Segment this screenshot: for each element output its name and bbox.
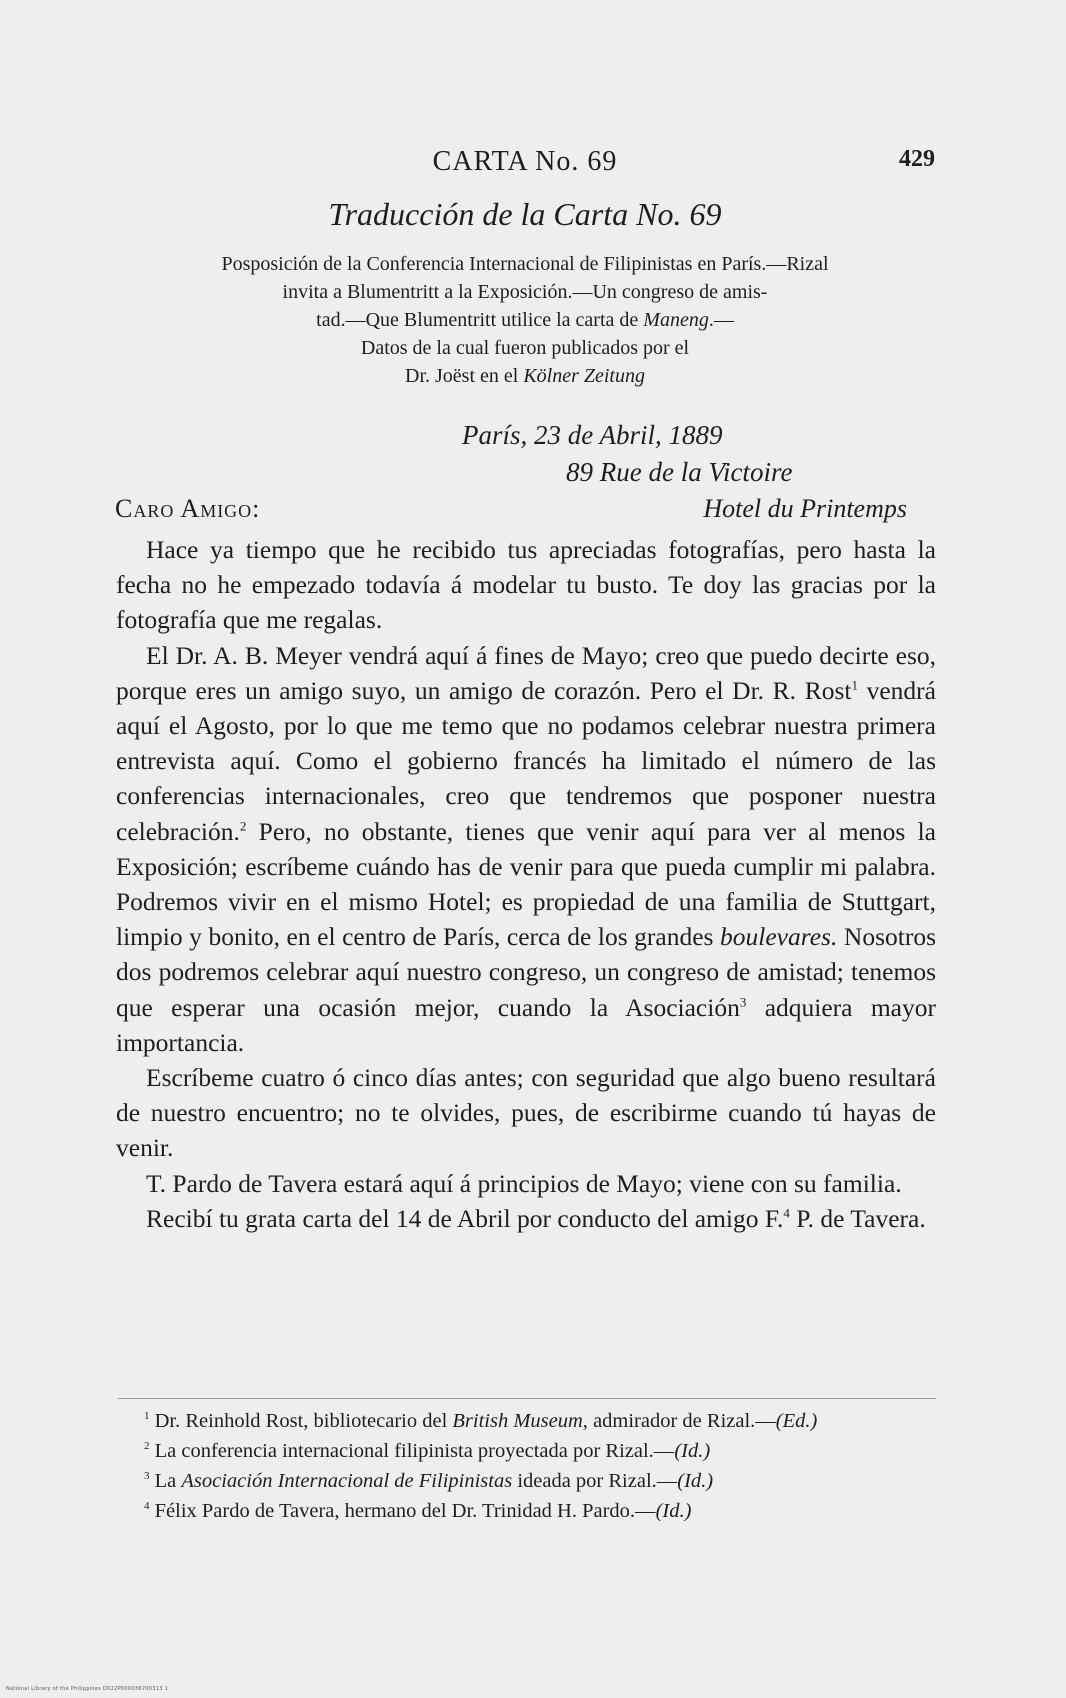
dateline-hotel: Hotel du Printemps <box>703 494 907 523</box>
footnotes <box>116 1406 936 1526</box>
translation-title: Traducción de la Carta No. 69 <box>328 196 722 232</box>
footnote: $^3$ La Asociación Internacional de Filipinistas ideada por Rizal.—(Id.) <box>144 1470 714 1492</box>
summary-line: tad.—Que Blumentritt utilice la carta de Maneng.— <box>316 309 734 331</box>
letter-number-heading: CARTA No. 69 <box>432 146 618 177</box>
paragraph: Hace ya tiempo que he recibido tus apreciadas fotografías, pero hasta la fecha no he empezado todavía á modelar tu busto. Te doy las gracias por la fotografía que me regalas. <box>116 535 936 635</box>
footnote-divider <box>118 1398 936 1399</box>
salutation: Caro Amigo: <box>115 494 261 523</box>
summary-line: invita a Blumentritt a la Exposición.—Un congreso de amis- <box>282 281 768 303</box>
paragraph: Escríbeme cuatro ó cinco días antes; con seguridad que algo bueno resultará de nuestro encuentro; no te olvides, pues, de escribirme cuando tú hayas de venir. <box>116 1063 936 1163</box>
letter-summary <box>115 250 935 390</box>
page-number: 429 <box>899 146 935 172</box>
summary-line: Dr. Joëst en el Kölner Zeitung <box>405 365 645 387</box>
footnote: $^4$ Félix Pardo de Tavera, hermano del Dr. Trinidad H. Pardo.—(Id.) <box>144 1500 692 1522</box>
document-page: CARTA No. 69 429 Traducción de la Carta No. 69 Posposición de la Conferencia Internacional de Filipinistas en París.—Rizal invita a Blumentritt a la Exposición.—Un congreso de amis- tad.—Que Blumentritt utilice la carta de Maneng.— Datos de la cual fueron publicados por el Dr. Joëst en el Kölner Zeitung París, 23 de Abril, 1889 89 Rue de la Victoire Caro Amigo: Hotel du Printemps Hace ya tiempo que he recibido tus apreciadas fotografías, pero hasta la fecha no he empezado todavía á modelar tu busto. Te doy las gracias por la fotografía que me regalas. El Dr. A. B. Meyer vendrá aquí á fines de Mayo; creo que puedo decirte eso, porque eres un amigo suyo, un amigo de corazón. Pero el Dr. R. Rost$^1$ vendrá aquí el Agosto, por lo que me temo que no podamos celebrar nuestra primera entrevista aquí. Como el gobierno francés ha limitado el número de las conferencias internacionales, creo que tendremos que posponer nuestra celebración.$^2$ Pero, no obstante, tienes que venir aquí para ver al menos la Exposición; escríbeme cuándo has de venir para que pueda cumplir mi palabra. Podremos vivir en el mismo Hotel; es propiedad de una familia de Stuttgart, limpio y bonito, en el centro de París, cerca de los grandes boulevares. Nosotros dos podremos celebrar aquí nuestro congreso, un congreso de amistad; tenemos que esperar una ocasión mejor, cuando la Asociación$^3$ adquiera mayor importancia. Escríbeme cuatro ó cinco días antes; con seguridad que algo bueno resultará de nuestro encuentro; no te olvides, pues, de escribirme cuando tú hayas de venir. T. Pardo de Tavera estará aquí á principios de Mayo; viene con su familia. Recibí tu grata carta del 14 de Abril por conducto del amigo F.$^4$ P. de Tavera. $^1$ Dr. Reinhold Rost, bibliotecario del British Museum, admirador de Rizal.—(Ed.) $^2$ La conferencia internacional filipinista proyectada por Rizal.—(Id.) $^3$ La Asociación Internacional de Filipinistas ideada por Rizal.—(Id.) $^4$ Félix Pardo de Tavera, hermano del Dr. Trinidad H. Pardo.—(Id.) National Library of the Philippines D022P000036700313 1 <box>6 146 936 1692</box>
footnote: $^2$ La conferencia internacional filipinista proyectada por Rizal.—(Id.) <box>144 1440 711 1462</box>
footnote-ref: 2 <box>239 818 247 834</box>
page-header <box>115 146 935 186</box>
paragraph: Recibí tu grata carta del 14 de Abril por conducto del amigo F.$^4$ P. de Tavera. <box>146 1203 926 1233</box>
paragraph: El Dr. A. B. Meyer vendrá aquí á fines de Mayo; creo que puedo decirte eso, porque eres un amigo suyo, un amigo de corazón. Pero el Dr. R. Rost$^1$ vendrá aquí el Agosto, por lo que me temo que no podamos celebrar nuestra primera entrevista aquí. Como el gobierno francés ha limitado el número de las conferencias internacionales, creo que tendremos que posponer nuestra celebración.$^2$ Pero, no obstante, tienes que venir aquí para ver al menos la Exposición; escríbeme cuándo has de venir para que pueda cumplir mi palabra. Podremos vivir en el mismo Hotel; es propiedad de una familia de Stuttgart, limpio y bonito, en el centro de París, cerca de los grandes boulevares. Nosotros dos podremos celebrar aquí nuestro congreso, un congreso de amistad; tenemos que esperar una ocasión mejor, cuando la Asociación$^3$ adquiera mayor importancia. <box>116 640 936 1057</box>
summary-line: Datos de la cual fueron publicados por el <box>360 337 690 359</box>
paragraph: T. Pardo de Tavera estará aquí á principios de Mayo; viene con su familia. <box>146 1168 902 1198</box>
footnote-ref: 1 <box>851 677 858 693</box>
footnote: $^1$ Dr. Reinhold Rost, bibliotecario del British Museum, admirador de Rizal.—(Ed.) <box>144 1410 818 1432</box>
scan-footer: National Library of the Philippines D022P000036700313 1 <box>6 1686 169 1692</box>
footnote-ref: 3 <box>739 994 747 1010</box>
letter-body <box>116 532 936 1236</box>
footnote-ref: 4 <box>783 1205 790 1221</box>
summary-line: Posposición de la Conferencia Internacional de Filipinistas en París.—Rizal <box>221 253 829 275</box>
